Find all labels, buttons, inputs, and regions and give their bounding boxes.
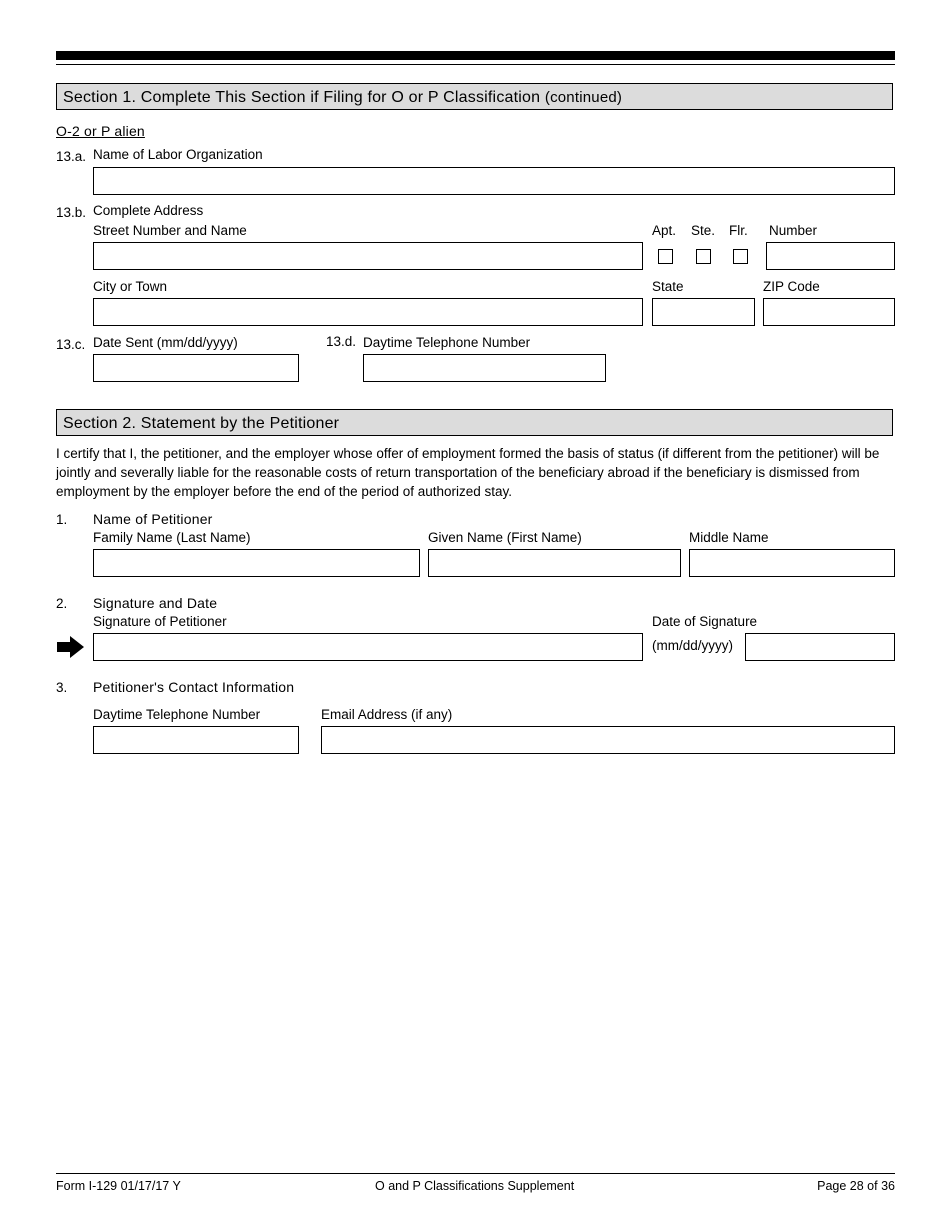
- date-of-signature-label: Date of Signature: [652, 614, 758, 629]
- date-sent-input[interactable]: [93, 354, 299, 382]
- header-thick-rule: [56, 51, 895, 60]
- item-13b-label: Complete Address: [93, 203, 204, 218]
- footer-form-id: Form I-129 01/17/17 Y: [56, 1179, 181, 1193]
- zip-label: ZIP Code: [763, 279, 820, 294]
- signature-input[interactable]: [93, 633, 643, 661]
- item-3-number: 3.: [56, 680, 68, 695]
- item-13a-label: Name of Labor Organization: [93, 147, 263, 162]
- ste-checkbox[interactable]: [696, 249, 711, 264]
- arrow-right-icon: [57, 636, 84, 658]
- family-name-label: Family Name (Last Name): [93, 530, 251, 545]
- state-input[interactable]: [652, 298, 755, 326]
- apt-label: Apt.: [652, 223, 677, 238]
- section-2-header: [56, 409, 893, 436]
- state-label: State: [652, 279, 684, 294]
- middle-name-input[interactable]: [689, 549, 895, 577]
- given-name-input[interactable]: [428, 549, 681, 577]
- daytime-phone-label: Daytime Telephone Number: [93, 707, 261, 722]
- item-13c-number: 13.c.: [56, 337, 86, 352]
- footer-rule: [56, 1173, 895, 1174]
- section-1-header: [56, 83, 893, 110]
- section-2-title: Section 2. Statement by the Petitioner: [63, 415, 340, 432]
- header-thin-rule: [56, 64, 895, 65]
- city-label: City or Town: [93, 279, 168, 294]
- apt-number-input[interactable]: [766, 242, 895, 270]
- daytime-phone-input[interactable]: [93, 726, 299, 754]
- item-1-number: 1.: [56, 512, 68, 527]
- item-13a-number: 13.a.: [56, 149, 87, 164]
- flr-label: Flr.: [729, 223, 748, 238]
- section-1-continued: (continued): [544, 89, 623, 106]
- item-3-heading: Petitioner's Contact Information: [93, 679, 295, 695]
- number-label: Number: [769, 223, 818, 238]
- flr-checkbox[interactable]: [733, 249, 748, 264]
- email-label: Email Address (if any): [321, 707, 453, 722]
- section-1-title: Section 1. Complete This Section if Filing for O or P Classification: [63, 89, 541, 106]
- date-of-signature-input[interactable]: [745, 633, 895, 661]
- item-13b-number: 13.b.: [56, 205, 87, 220]
- given-name-label: Given Name (First Name): [428, 530, 582, 545]
- signature-label: Signature of Petitioner: [93, 614, 227, 629]
- o2-p-alien-subheading: O-2 or P alien: [56, 123, 145, 139]
- footer-supplement-title: O and P Classifications Supplement: [375, 1179, 575, 1193]
- family-name-input[interactable]: [93, 549, 420, 577]
- item-13c-label: Date Sent (mm/dd/yyyy): [93, 335, 238, 350]
- labor-org-phone-input[interactable]: [363, 354, 606, 382]
- street-input[interactable]: [93, 242, 643, 270]
- item-2-heading: Signature and Date: [93, 595, 218, 611]
- middle-name-label: Middle Name: [689, 530, 769, 545]
- date-format-hint: (mm/dd/yyyy): [652, 638, 733, 653]
- city-input[interactable]: [93, 298, 643, 326]
- footer-page-number: Page 28 of 36: [817, 1179, 895, 1193]
- street-label: Street Number and Name: [93, 223, 247, 238]
- certification-statement: I certify that I, the petitioner, and the employer whose offer of employment formed the basis of status (if different from the petitioner) will be jointly and severally liable for the reasonable costs of return transportation of the beneficiary abroad if the beneficiary is dismissed from employment by the employer before the end of the period of authorized stay.: [56, 446, 880, 499]
- item-2-number: 2.: [56, 596, 68, 611]
- apt-checkbox[interactable]: [658, 249, 673, 264]
- ste-label: Ste.: [691, 223, 716, 238]
- email-input[interactable]: [321, 726, 895, 754]
- item-1-heading: Name of Petitioner: [93, 511, 213, 527]
- zip-input[interactable]: [763, 298, 895, 326]
- item-13d-number: 13.d.: [326, 334, 357, 349]
- item-13d-label: Daytime Telephone Number: [363, 335, 531, 350]
- labor-organization-name-input[interactable]: [93, 167, 895, 195]
